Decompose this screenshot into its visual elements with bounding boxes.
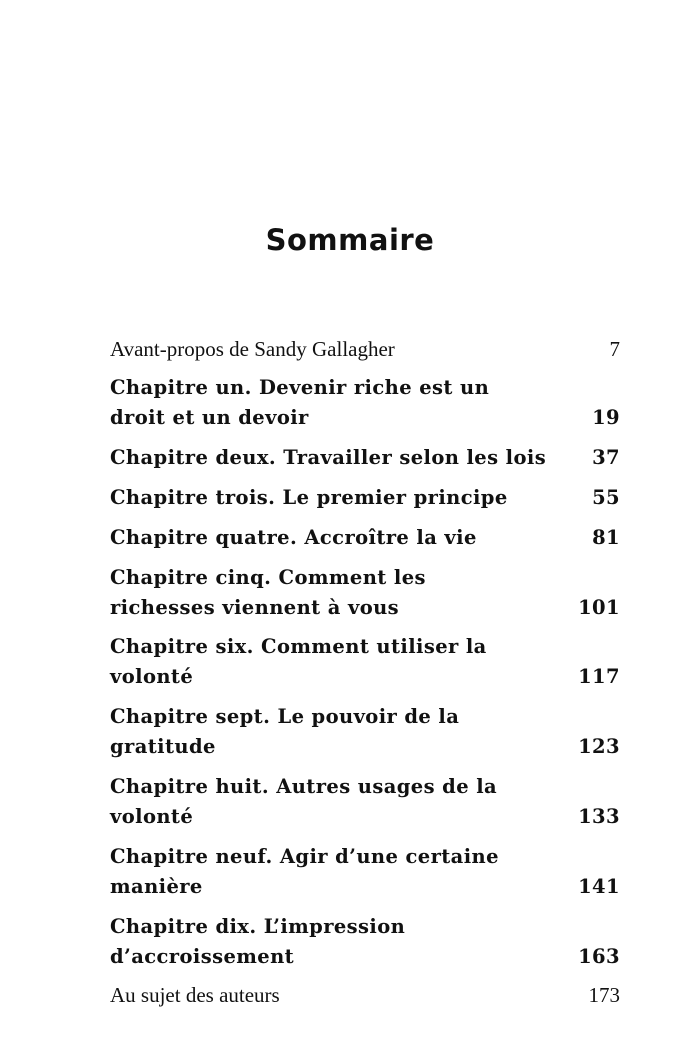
toc-entry-about-authors	[110, 980, 620, 1010]
toc-entry-label: Chapitre sept. Le pouvoir de la gratitude	[110, 705, 460, 758]
toc-entry-label: Chapitre trois. Le premier principe	[110, 486, 508, 509]
toc-entry-page: 123	[578, 735, 620, 758]
toc-entry-label: Chapitre neuf. Agir d’une certaine manière	[110, 845, 499, 898]
toc-entry-label: Chapitre un. Devenir riche est un droit et un devoir	[110, 376, 490, 429]
toc-entry-label: Chapitre six. Comment utiliser la volonté	[110, 635, 487, 688]
toc-entry-foreword	[110, 334, 620, 364]
toc-entry-label: Avant-propos de Sandy Gallagher	[110, 337, 395, 361]
toc-entry-page: 117	[578, 665, 620, 688]
toc-entry-chapter-3	[110, 483, 620, 513]
page-title: Sommaire	[265, 223, 435, 257]
toc-entry-page: 19	[592, 406, 620, 429]
toc-entry-label: Chapitre huit. Autres usages de la volonté	[110, 775, 498, 828]
toc-entry-chapter-4	[110, 523, 620, 553]
toc-entry-page: 7	[609, 337, 620, 361]
toc-entry-chapter-5	[110, 563, 620, 623]
toc-entry-chapter-7	[110, 702, 620, 762]
toc-entry-page: 37	[592, 446, 620, 469]
toc-entry-page: 173	[588, 983, 620, 1007]
toc-entry-page: 141	[578, 875, 620, 898]
toc-entry-label: Au sujet des auteurs	[110, 983, 280, 1007]
toc-entry-label: Chapitre cinq. Comment les richesses viennent à vous	[110, 566, 426, 619]
toc-entry-chapter-1	[110, 373, 620, 433]
toc-entry-page: 81	[592, 526, 620, 549]
table-of-contents	[110, 334, 620, 1010]
toc-entry-chapter-9	[110, 842, 620, 902]
toc-entry-page: 133	[578, 805, 620, 828]
toc-entry-page: 101	[578, 596, 620, 619]
toc-entry-chapter-10	[110, 912, 620, 972]
toc-entry-chapter-8	[110, 772, 620, 832]
toc-entry-label: Chapitre quatre. Accroître la vie	[110, 526, 477, 549]
toc-entry-chapter-2	[110, 443, 620, 473]
toc-entry-label: Chapitre deux. Travailler selon les lois	[110, 446, 547, 469]
toc-entry-label: Chapitre dix. L’impression d’accroissement	[110, 915, 406, 968]
toc-entry-page: 163	[578, 945, 620, 968]
toc-entry-page: 55	[592, 486, 620, 509]
toc-entry-chapter-6	[110, 632, 620, 692]
